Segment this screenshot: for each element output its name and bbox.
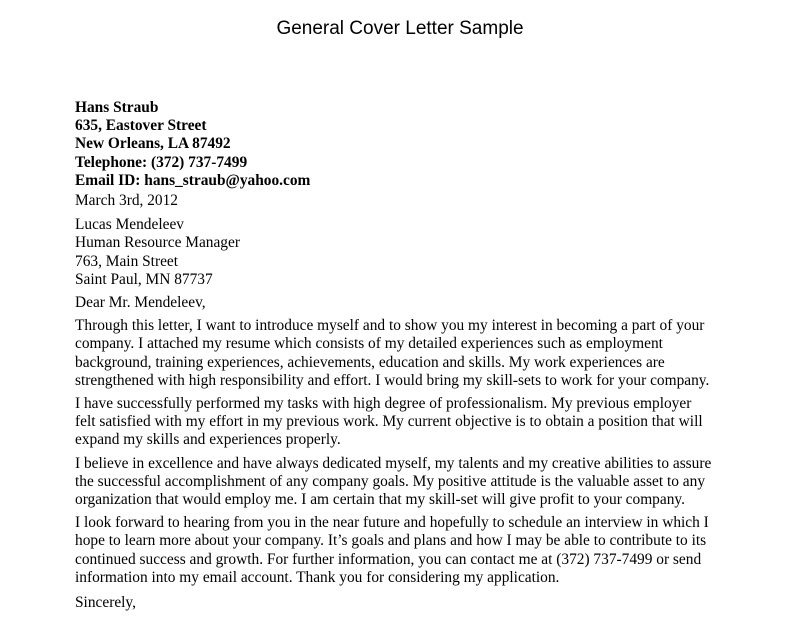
sender-email: Email ID: hans_straub@yahoo.com <box>75 171 311 189</box>
sender-telephone: Telephone: (372) 737-7499 <box>75 153 248 171</box>
paragraph-line: information into my email account. Thank you for considering my application. <box>75 568 560 586</box>
paragraph-line: Through this letter, I want to introduce myself and to show you my interest in becoming a part of your <box>75 317 705 335</box>
paragraph-line: expand my skills and experiences properly. <box>75 431 341 449</box>
sender-street: 635, Eastover Street <box>75 117 207 135</box>
letter-date: March 3rd, 2012 <box>75 192 179 210</box>
paragraph-line: I believe in excellence and have always dedicated myself, my talents and my creative abilities to assure <box>75 454 712 472</box>
sender-city: New Orleans, LA 87492 <box>75 135 231 153</box>
recipient-address <box>75 216 735 289</box>
paragraph-line: organization that would employ me. I am certain that my skill-set will give profit to your company. <box>75 491 685 509</box>
body-paragraph <box>75 455 735 510</box>
paragraph-line: I look forward to hearing from you in the near future and hopefully to schedule an interview in which I <box>75 514 709 532</box>
recipient-position: Human Resource Manager <box>75 234 240 252</box>
paragraph-line: company. I attached my resume which consists of my detailed experiences such as employment <box>75 335 663 353</box>
body-paragraph <box>75 514 735 587</box>
paragraph-line: felt satisfied with my effort in my previous work. My current objective is to obtain a position that will <box>75 413 703 431</box>
sender-name: Hans Straub <box>75 99 159 116</box>
closing: Sincerely, <box>75 594 136 612</box>
recipient-city: Saint Paul, MN 87737 <box>75 270 213 288</box>
recipient-name: Lucas Mendeleev <box>75 216 184 234</box>
paragraph-line: the successful accomplishment of any company goals. My positive attitude is the valuable asset to any <box>75 472 706 490</box>
body-paragraph <box>75 317 735 390</box>
sender-address <box>75 99 735 190</box>
body-paragraph <box>75 395 735 450</box>
paragraph-line: strengthened with high responsibility and effort. I would bring my skill-sets to work for your company. <box>75 371 710 389</box>
cover-letter <box>75 99 735 612</box>
paragraph-line: I have successfully performed my tasks with high degree of professionalism. My previous employer <box>75 395 692 413</box>
paragraph-line: background, training experiences, achievements, education and skills. My work experiences are <box>75 353 665 371</box>
recipient-street: 763, Main Street <box>75 252 179 270</box>
paragraph-line: hope to learn more about your company. It’s goals and plans and how I may be able to contribute to its <box>75 532 707 550</box>
page-title: General Cover Letter Sample <box>276 18 524 39</box>
paragraph-line: continued success and growth. For further information, you can contact me at (372) 737-7499 or send <box>75 550 702 568</box>
salutation: Dear Mr. Mendeleev, <box>75 294 206 312</box>
